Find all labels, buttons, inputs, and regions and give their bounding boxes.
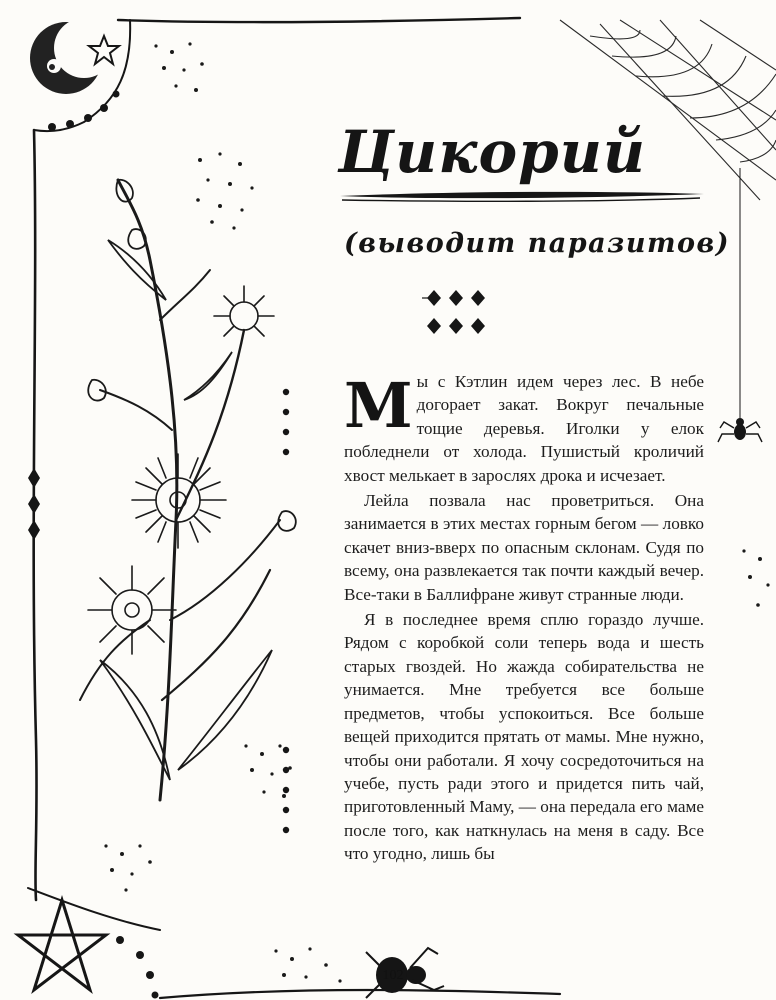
body-text <box>344 370 704 868</box>
drop-cap: М <box>344 369 413 442</box>
paragraph-3: Я в последнее время сплю гораздо лучше. Рядом с коробкой соли теперь вода и шесть старых гвоздей. Но жажда собирательства не унимается. Мне требуется все больше предметов, чтобы успокоиться. Все больше вещей приходится прятать от мамы. Мне нужно, чтобы они работали. Я хочу сосредоточиться на учебе, пусть ради этого и придется пить чай, приготовленный Маму, — она передала его маме после того, как наткнулась на меня в саду. Все что угодно, лишь бы <box>344 610 704 864</box>
ornamental-diamond-icons <box>422 290 485 334</box>
page-subtitle: (выводит паразитов) <box>344 228 731 259</box>
paragraph-2: Лейла позвала нас проветриться. Она занимается в этих местах горным бегом — ловко скачет вниз-вверх по опасным склонам. Судя по всему, она развлекается так почти каждый вечер. Все-таки в Баллифране живут странные люди. <box>344 491 704 604</box>
crescent-moon-icon <box>30 18 114 94</box>
paragraph-1-text: ы с Кэтлин идем через лес. В небе догорает закат. Вокруг печальные тощие деревья. Иголки у елок побледнели от холода. Пушистый кроличий хвост мелькает в зарослях дрока и исчезает. <box>344 372 704 485</box>
border-dots <box>48 91 289 999</box>
page-title: Цикорий <box>338 118 647 186</box>
title-underline-rule <box>340 192 704 201</box>
chicory-plant-illustration <box>80 180 296 800</box>
bottom-left-border-line <box>28 888 160 930</box>
page-number: 102 <box>382 968 404 983</box>
left-border-diamonds <box>28 468 40 540</box>
pentagram-icon <box>18 900 106 990</box>
bottom-border-line <box>160 990 560 998</box>
hanging-spider-icon <box>718 168 762 442</box>
left-border-line <box>34 130 37 900</box>
paragraph-1 <box>344 370 704 487</box>
top-border-line <box>118 18 520 22</box>
